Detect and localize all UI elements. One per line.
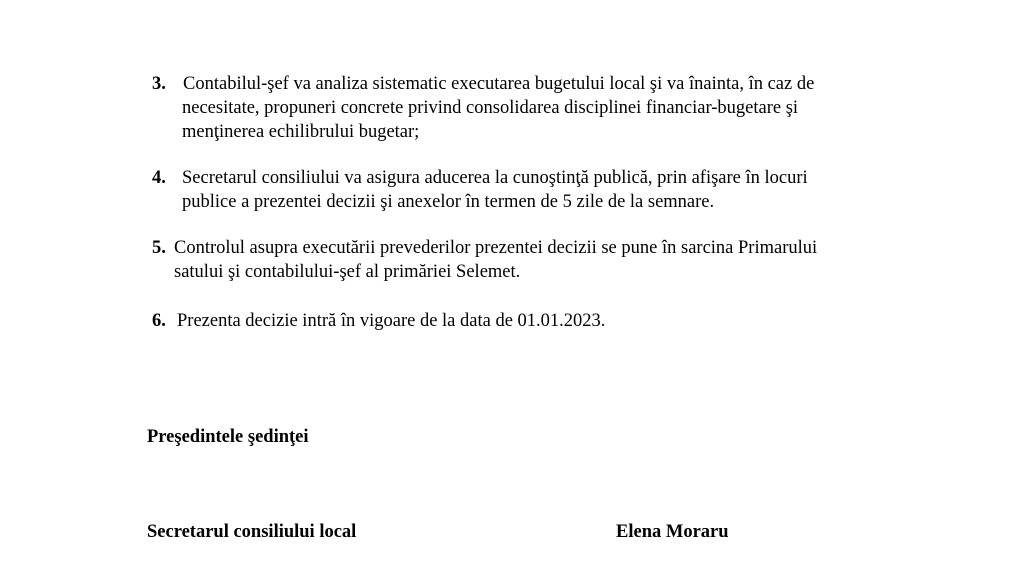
- item-text-line: menţinerea echilibrului bugetar;: [182, 122, 420, 142]
- item-text-line: Secretarul consiliului va asigura aducerea la cunoştinţă publică, prin afişare în locuri: [182, 168, 808, 188]
- chair-label: Preşedintele şedinţei: [147, 427, 309, 447]
- item-number: 6.: [152, 311, 166, 331]
- item-number: 4.: [152, 168, 166, 188]
- item-text-line: Controlul asupra executării prevederilor prezentei decizii se pune în sarcina Primarului: [174, 238, 818, 258]
- item-text-line: satului şi contabilului-şef al primăriei Selemet.: [174, 262, 521, 282]
- secretary-name: Elena Moraru: [616, 522, 729, 542]
- item-text-line: Prezenta decizie intră în vigoare de la data de 01.01.2023.: [177, 311, 606, 331]
- item-number: 3.: [152, 74, 166, 94]
- item-text-line: necesitate, propuneri concrete privind consolidarea disciplinei financiar-bugetare şi: [182, 98, 799, 118]
- item-text-line: Contabilul-şef va analiza sistematic executarea bugetului local şi va înainta, în caz de: [183, 74, 815, 94]
- item-text-line: publice a prezentei decizii şi anexelor în termen de 5 zile de la semnare.: [182, 192, 715, 212]
- secretary-label: Secretarul consiliului local: [147, 522, 357, 542]
- item-number: 5.: [152, 238, 166, 258]
